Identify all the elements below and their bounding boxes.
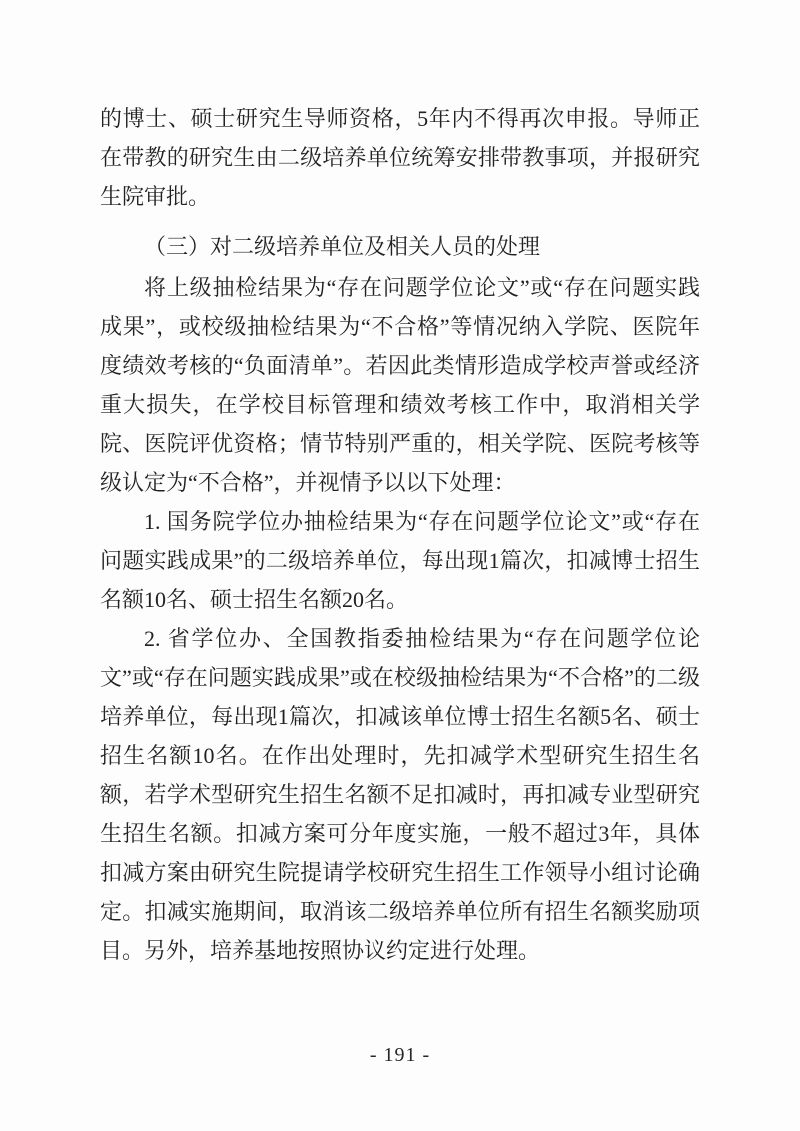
section-heading: （三）对二级培养单位及相关人员的处理 (144, 234, 541, 259)
numbered-item-2: 2. 省学位办、全国教指委抽检结果为“存在问题学位论文”或“存在问题实践成果”或在校级抽检结果为“不合格”的二级培养单位，每出现1篇次，扣减该单位博士招生名额5名、硕士招生名额10名。在作出处理时，先扣减学术型研究生招生名额，若学术型研究生招生名额不足扣减时，再扣减专业型研究生招生名额。扣减方案可分年度实施，一般不超过3年，具体扣减方案由研究生院提请学校研究生招生工作领导小组讨论确定。扣减实施期间，取消该二级培养单位所有招生名额奖励项目。另外，培养基地按照协议约定进行处理。 (100, 626, 700, 963)
numbered-item-1: 1. 国务院学位办抽检结果为“存在问题学位论文”或“存在问题实践成果”的二级培养单位，每出现1篇次，扣减博士招生名额10名、硕士招生名额20名。 (100, 509, 700, 612)
page-number: - 191 - (369, 1044, 431, 1066)
page-body-text (100, 99, 700, 970)
paragraph-continuation: 的博士、硕士研究生导师资格，5年内不得再次申报。导师正在带教的研究生由二级培养单位统筹安排带教事项，并报研究生院审批。 (100, 106, 700, 209)
paragraph-intro: 将上级抽检结果为“存在问题学位论文”或“存在问题实践成果”，或校级抽检结果为“不合格”等情况纳入学院、医院年度绩效考核的“负面清单”。若因此类情形造成学校声誉或经济重大损失，在学校目标管理和绩效考核工作中，取消相关学院、医院评优资格；情节特别严重的，相关学院、医院考核等级认定为“不合格”，并视情予以以下处理： (100, 275, 701, 495)
